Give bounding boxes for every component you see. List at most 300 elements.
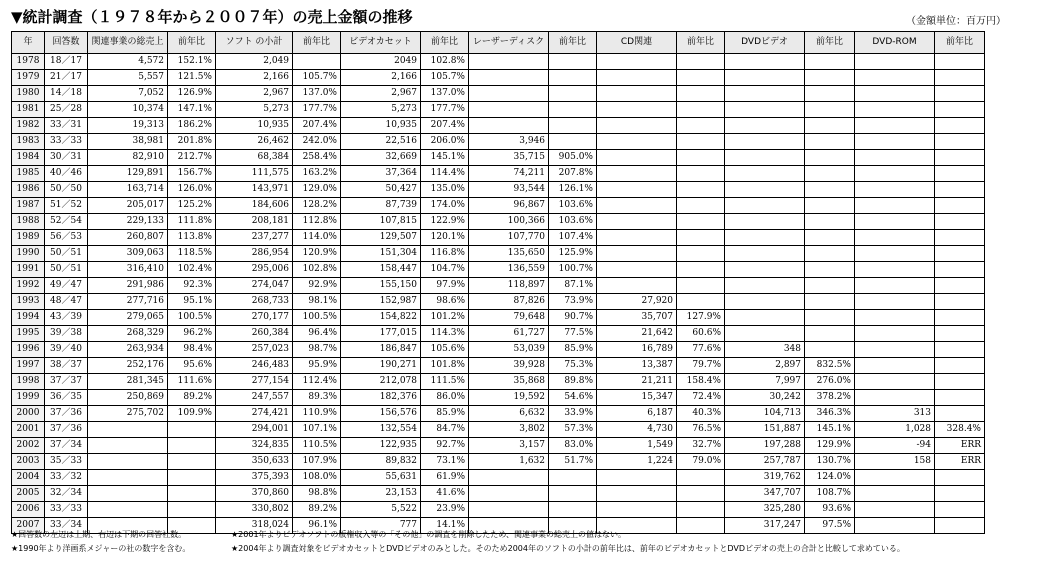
table-cell <box>677 166 725 182</box>
table-cell: 111.5% <box>421 374 469 390</box>
year-cell: 2001 <box>12 422 45 438</box>
table-cell: 145.1% <box>421 150 469 166</box>
year-cell: 2004 <box>12 470 45 486</box>
page-title: ▼統計調査（１９７８年から２００７年）の売上金額の推移 <box>11 8 413 26</box>
table-cell <box>935 118 985 134</box>
table-cell: 79.0% <box>677 454 725 470</box>
column-header: DVD-ROM <box>855 32 935 54</box>
table-cell <box>935 326 985 342</box>
column-header: 前年比 <box>677 32 725 54</box>
table-cell: 229,133 <box>88 214 168 230</box>
table-cell: 93,544 <box>469 182 549 198</box>
table-cell: 26,462 <box>216 134 293 150</box>
table-cell <box>805 70 855 86</box>
table-cell: 163.2% <box>293 166 341 182</box>
year-cell: 1978 <box>12 54 45 70</box>
table-row <box>12 214 985 230</box>
table-cell: 112.8% <box>293 214 341 230</box>
table-cell: 152.1% <box>168 54 216 70</box>
table-cell: 39,928 <box>469 358 549 374</box>
table-cell: 43／39 <box>45 310 88 326</box>
table-cell <box>469 70 549 86</box>
column-header: 回答数 <box>45 32 88 54</box>
table-cell: 370,860 <box>216 486 293 502</box>
table-cell: 33／33 <box>45 134 88 150</box>
table-cell <box>855 262 935 278</box>
table-cell <box>677 470 725 486</box>
table-cell: 250,869 <box>88 390 168 406</box>
table-row <box>12 454 985 470</box>
table-cell <box>677 294 725 310</box>
table-cell: 182,376 <box>341 390 421 406</box>
table-cell <box>935 182 985 198</box>
table-cell: 89.2% <box>168 390 216 406</box>
table-cell: 260,384 <box>216 326 293 342</box>
column-header: DVDビデオ <box>725 32 805 54</box>
table-cell: 274,421 <box>216 406 293 422</box>
table-cell: 68,384 <box>216 150 293 166</box>
table-cell <box>597 230 677 246</box>
table-cell: 103.6% <box>549 214 597 230</box>
table-cell <box>935 86 985 102</box>
table-cell <box>805 310 855 326</box>
table-cell: 295,006 <box>216 262 293 278</box>
note-left-1: ★回答数の左辺は上期、右辺は下期の回答社数。 <box>11 530 187 539</box>
table-cell: 107,815 <box>341 214 421 230</box>
table-row <box>12 438 985 454</box>
table-cell <box>597 262 677 278</box>
table-cell: 151,304 <box>341 246 421 262</box>
table-cell <box>168 454 216 470</box>
table-cell <box>805 246 855 262</box>
table-cell <box>855 310 935 326</box>
table-cell: 97.9% <box>421 278 469 294</box>
table-cell <box>725 150 805 166</box>
column-header: 前年比 <box>549 32 597 54</box>
table-cell: 35,868 <box>469 374 549 390</box>
table-cell: 197,288 <box>725 438 805 454</box>
table-cell <box>855 326 935 342</box>
table-cell: 277,716 <box>88 294 168 310</box>
table-cell: 1,632 <box>469 454 549 470</box>
table-cell: 330,802 <box>216 502 293 518</box>
table-cell: 93.6% <box>805 502 855 518</box>
table-cell: 174.0% <box>421 198 469 214</box>
table-cell <box>805 54 855 70</box>
table-cell <box>855 134 935 150</box>
year-cell: 1985 <box>12 166 45 182</box>
table-cell: 158,447 <box>341 262 421 278</box>
table-cell <box>805 86 855 102</box>
table-cell <box>935 470 985 486</box>
table-cell: 328.4% <box>935 422 985 438</box>
table-cell <box>935 406 985 422</box>
table-cell: 109.9% <box>168 406 216 422</box>
table-cell <box>725 118 805 134</box>
table-cell: 85.9% <box>549 342 597 358</box>
table-cell: 100,366 <box>469 214 549 230</box>
table-cell <box>88 422 168 438</box>
table-cell: 1,028 <box>855 422 935 438</box>
sales-table <box>11 31 985 534</box>
table-cell: 242.0% <box>293 134 341 150</box>
table-cell <box>855 230 935 246</box>
table-cell: 118,897 <box>469 278 549 294</box>
table-cell: 51／52 <box>45 198 88 214</box>
table-cell: 378.2% <box>805 390 855 406</box>
table-cell <box>935 262 985 278</box>
table-cell: 104,713 <box>725 406 805 422</box>
table-cell <box>597 150 677 166</box>
table-cell: 281,345 <box>88 374 168 390</box>
table-cell: 19,592 <box>469 390 549 406</box>
table-cell: 52／54 <box>45 214 88 230</box>
table-cell: 54.6% <box>549 390 597 406</box>
table-cell: 48／47 <box>45 294 88 310</box>
table-cell: 252,176 <box>88 358 168 374</box>
table-cell <box>935 278 985 294</box>
table-cell: 10,374 <box>88 102 168 118</box>
table-row <box>12 134 985 150</box>
table-cell <box>855 502 935 518</box>
table-cell: 276.0% <box>805 374 855 390</box>
table-cell <box>88 438 168 454</box>
table-header-row <box>12 32 985 54</box>
table-cell <box>935 486 985 502</box>
table-cell: 19,313 <box>88 118 168 134</box>
table-cell: 87.1% <box>549 278 597 294</box>
column-header: CD関連 <box>597 32 677 54</box>
table-cell: 275,702 <box>88 406 168 422</box>
table-cell <box>677 486 725 502</box>
table-cell: 258.4% <box>293 150 341 166</box>
table-cell <box>725 326 805 342</box>
table-cell: 268,329 <box>88 326 168 342</box>
table-cell <box>597 182 677 198</box>
table-cell: 40／46 <box>45 166 88 182</box>
table-cell: 79.7% <box>677 358 725 374</box>
table-cell <box>597 102 677 118</box>
unit-label: （金額単位：百万円） <box>906 16 1006 27</box>
table-cell: 15,347 <box>597 390 677 406</box>
table-cell <box>725 134 805 150</box>
table-cell: 346.3% <box>805 406 855 422</box>
table-cell <box>168 486 216 502</box>
table-cell: 143,971 <box>216 182 293 198</box>
table-cell: 16,789 <box>597 342 677 358</box>
table-cell: 74,211 <box>469 166 549 182</box>
table-cell: 237,277 <box>216 230 293 246</box>
table-cell: 35,707 <box>597 310 677 326</box>
table-cell: 98.4% <box>168 342 216 358</box>
table-cell <box>725 246 805 262</box>
table-cell: 1,549 <box>597 438 677 454</box>
year-cell: 1979 <box>12 70 45 86</box>
table-cell: 27,920 <box>597 294 677 310</box>
table-row <box>12 374 985 390</box>
table-cell: 87,826 <box>469 294 549 310</box>
table-cell <box>935 70 985 86</box>
table-row <box>12 390 985 406</box>
table-cell <box>597 70 677 86</box>
year-cell: 1995 <box>12 326 45 342</box>
table-row <box>12 166 985 182</box>
table-cell <box>597 134 677 150</box>
table-row <box>12 54 985 70</box>
table-cell: 127.9% <box>677 310 725 326</box>
table-cell <box>935 198 985 214</box>
table-cell <box>935 134 985 150</box>
year-cell: 1987 <box>12 198 45 214</box>
table-cell: 2,967 <box>216 86 293 102</box>
table-cell <box>597 246 677 262</box>
table-row <box>12 358 985 374</box>
table-cell <box>88 454 168 470</box>
table-cell: 101.2% <box>421 310 469 326</box>
table-cell: 324,835 <box>216 438 293 454</box>
table-cell: 208,181 <box>216 214 293 230</box>
table-cell <box>805 278 855 294</box>
table-cell: 905.0% <box>549 150 597 166</box>
table-cell <box>168 470 216 486</box>
table-cell: 21,642 <box>597 326 677 342</box>
table-cell: 263,934 <box>88 342 168 358</box>
table-cell <box>805 150 855 166</box>
table-cell: 156.7% <box>168 166 216 182</box>
table-cell <box>935 54 985 70</box>
table-cell <box>549 102 597 118</box>
note-right-2: ★2004年より調査対象をビデオカセットとDVDビデオのみとした。そのため2004年のソフトの小計の前年比は、前年のビデオカセットとDVDビデオの売上の合計と比較して求めている。 <box>231 544 905 553</box>
table-cell: 83.0% <box>549 438 597 454</box>
table-cell <box>935 294 985 310</box>
table-cell: 107.1% <box>293 422 341 438</box>
table-cell <box>469 486 549 502</box>
table-cell: 21／17 <box>45 70 88 86</box>
table-cell <box>725 54 805 70</box>
table-cell: 316,410 <box>88 262 168 278</box>
table-cell: 56／53 <box>45 230 88 246</box>
table-cell: 60.6% <box>677 326 725 342</box>
table-row <box>12 310 985 326</box>
year-cell: 1993 <box>12 294 45 310</box>
table-cell <box>677 134 725 150</box>
table-cell: 6,187 <box>597 406 677 422</box>
table-cell: 40.3% <box>677 406 725 422</box>
table-cell <box>677 246 725 262</box>
table-cell <box>725 182 805 198</box>
table-cell <box>469 502 549 518</box>
table-cell <box>855 198 935 214</box>
table-cell: 5,273 <box>341 102 421 118</box>
table-cell: 18／17 <box>45 54 88 70</box>
table-cell: 190,271 <box>341 358 421 374</box>
table-cell <box>855 358 935 374</box>
table-cell <box>855 54 935 70</box>
table-cell: 135.0% <box>421 182 469 198</box>
table-cell <box>855 294 935 310</box>
table-cell: 61,727 <box>469 326 549 342</box>
table-cell: 89.3% <box>293 390 341 406</box>
table-cell: 96.4% <box>293 326 341 342</box>
table-cell: 53,039 <box>469 342 549 358</box>
table-cell <box>597 486 677 502</box>
year-cell: 1988 <box>12 214 45 230</box>
table-cell: 73.1% <box>421 454 469 470</box>
table-cell: 1,224 <box>597 454 677 470</box>
table-cell: 319,762 <box>725 470 805 486</box>
table-cell: 832.5% <box>805 358 855 374</box>
table-cell: 207.8% <box>549 166 597 182</box>
table-cell: 205,017 <box>88 198 168 214</box>
table-cell: 98.6% <box>421 294 469 310</box>
table-cell <box>549 486 597 502</box>
table-cell <box>293 54 341 70</box>
table-cell: 135,650 <box>469 246 549 262</box>
table-cell <box>935 502 985 518</box>
table-cell: 51.7% <box>549 454 597 470</box>
table-cell: 105.7% <box>293 70 341 86</box>
table-cell: 50／50 <box>45 182 88 198</box>
table-cell: 347,707 <box>725 486 805 502</box>
table-cell <box>677 54 725 70</box>
column-header: 年 <box>12 32 45 54</box>
table-cell: 90.7% <box>549 310 597 326</box>
table-cell: 98.8% <box>293 486 341 502</box>
table-cell: 136,559 <box>469 262 549 278</box>
table-row <box>12 278 985 294</box>
table-cell: 270,177 <box>216 310 293 326</box>
table-cell <box>549 470 597 486</box>
table-cell: 79,648 <box>469 310 549 326</box>
table-cell: 163,714 <box>88 182 168 198</box>
table-cell: 2,967 <box>341 86 421 102</box>
year-cell: 2005 <box>12 486 45 502</box>
table-cell: 72.4% <box>677 390 725 406</box>
table-cell <box>935 214 985 230</box>
table-cell: 155,150 <box>341 278 421 294</box>
table-cell: 97.5% <box>805 518 855 534</box>
table-cell: 2049 <box>341 54 421 70</box>
table-cell <box>725 278 805 294</box>
table-cell <box>725 166 805 182</box>
table-cell <box>805 230 855 246</box>
table-cell: 201.8% <box>168 134 216 150</box>
table-cell: 145.1% <box>805 422 855 438</box>
table-cell: 3,157 <box>469 438 549 454</box>
table-cell: 317,247 <box>725 518 805 534</box>
table-cell: -94 <box>855 438 935 454</box>
table-cell: 77.5% <box>549 326 597 342</box>
table-cell <box>168 422 216 438</box>
year-cell: 1991 <box>12 262 45 278</box>
table-cell <box>549 118 597 134</box>
table-cell: 105.7% <box>421 70 469 86</box>
table-cell: 247,557 <box>216 390 293 406</box>
table-cell: 177.7% <box>293 102 341 118</box>
table-cell: 7,997 <box>725 374 805 390</box>
table-row <box>12 230 985 246</box>
year-cell: 1981 <box>12 102 45 118</box>
table-cell: 207.4% <box>421 118 469 134</box>
table-cell: 118.5% <box>168 246 216 262</box>
table-cell: 114.3% <box>421 326 469 342</box>
table-cell: 57.3% <box>549 422 597 438</box>
table-cell: 137.0% <box>421 86 469 102</box>
table-cell: 120.1% <box>421 230 469 246</box>
table-cell: 89.8% <box>549 374 597 390</box>
table-cell: 23.9% <box>421 502 469 518</box>
table-cell: 33.9% <box>549 406 597 422</box>
table-cell: 120.9% <box>293 246 341 262</box>
table-cell <box>725 198 805 214</box>
table-cell: 39／38 <box>45 326 88 342</box>
table-cell: 128.2% <box>293 198 341 214</box>
table-cell: 111,575 <box>216 166 293 182</box>
table-cell: 318,024 <box>216 518 293 534</box>
table-cell: 89.2% <box>293 502 341 518</box>
table-cell <box>549 54 597 70</box>
table-cell <box>677 70 725 86</box>
table-cell: 95.1% <box>168 294 216 310</box>
table-cell: 35／33 <box>45 454 88 470</box>
table-cell <box>855 182 935 198</box>
table-cell <box>469 102 549 118</box>
table-cell <box>855 70 935 86</box>
table-cell: 122.9% <box>421 214 469 230</box>
table-cell: 110.5% <box>293 438 341 454</box>
column-header: 前年比 <box>421 32 469 54</box>
table-cell <box>805 134 855 150</box>
table-cell: 77.6% <box>677 342 725 358</box>
column-header: 前年比 <box>168 32 216 54</box>
table-cell: 100.5% <box>293 310 341 326</box>
table-cell: 111.6% <box>168 374 216 390</box>
table-cell <box>935 518 985 534</box>
table-cell: 25／28 <box>45 102 88 118</box>
table-cell: 32.7% <box>677 438 725 454</box>
table-cell: 257,787 <box>725 454 805 470</box>
table-cell: 50／51 <box>45 246 88 262</box>
table-cell: 3,802 <box>469 422 549 438</box>
table-row <box>12 262 985 278</box>
table-cell: 38／37 <box>45 358 88 374</box>
column-header: 前年比 <box>805 32 855 54</box>
table-cell: 111.8% <box>168 214 216 230</box>
table-cell: 246,483 <box>216 358 293 374</box>
year-cell: 1983 <box>12 134 45 150</box>
table-cell: 151,887 <box>725 422 805 438</box>
year-cell: 2002 <box>12 438 45 454</box>
table-cell: 5,522 <box>341 502 421 518</box>
table-cell: 129,507 <box>341 230 421 246</box>
table-cell: 14.1% <box>421 518 469 534</box>
table-cell: 130.7% <box>805 454 855 470</box>
table-row <box>12 470 985 486</box>
table-cell: 39／40 <box>45 342 88 358</box>
table-cell: 96.2% <box>168 326 216 342</box>
column-header: レーザーディスク <box>469 32 549 54</box>
table-cell: 108.0% <box>293 470 341 486</box>
table-cell: 102.4% <box>168 262 216 278</box>
table-cell <box>549 70 597 86</box>
table-cell: 33／32 <box>45 470 88 486</box>
table-cell <box>168 438 216 454</box>
table-cell: 23,153 <box>341 486 421 502</box>
table-cell: 274,047 <box>216 278 293 294</box>
year-cell: 1980 <box>12 86 45 102</box>
table-cell: 124.0% <box>805 470 855 486</box>
table-cell: 37／36 <box>45 422 88 438</box>
